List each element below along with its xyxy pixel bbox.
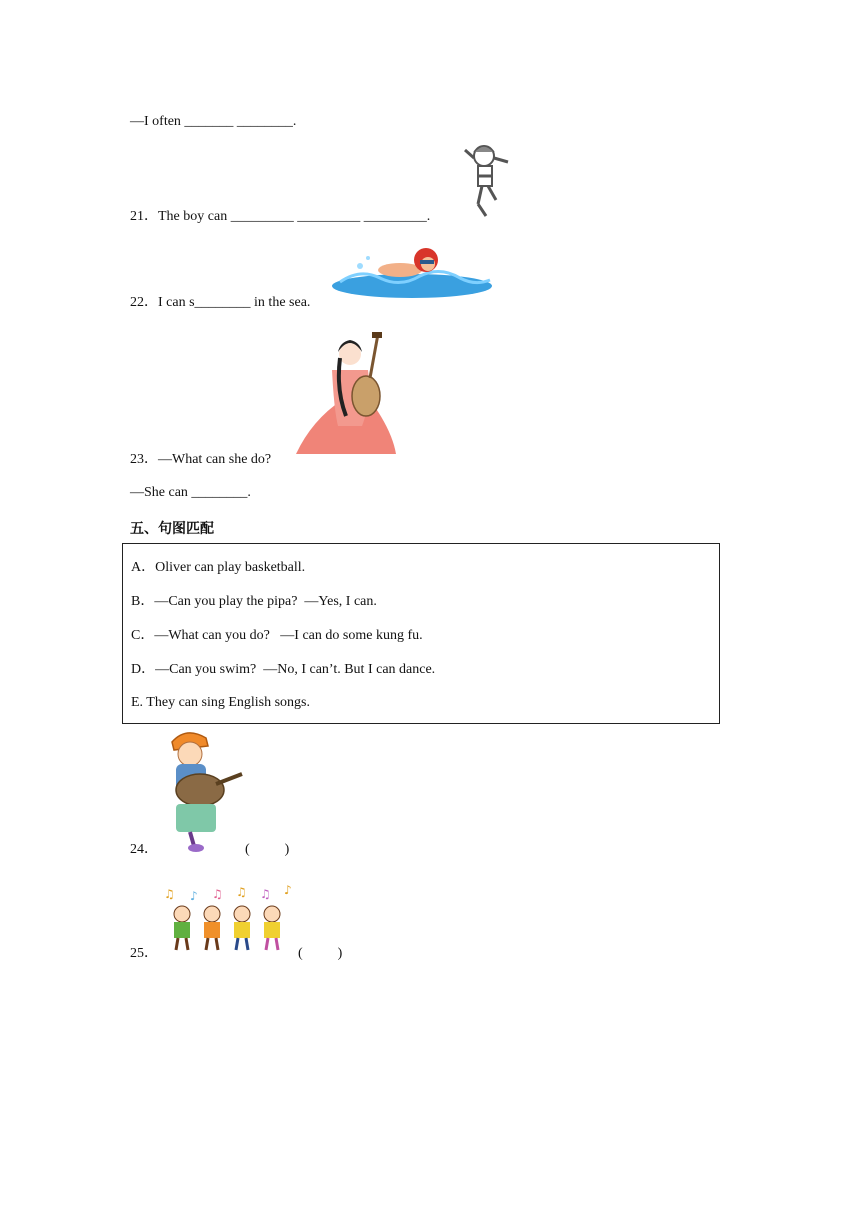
swimmer-icon bbox=[330, 238, 492, 302]
q24-answer-paren[interactable]: ( ) bbox=[245, 842, 290, 857]
guitar-player-icon bbox=[164, 728, 244, 854]
q25-number: 25． bbox=[130, 946, 158, 961]
svg-text:♪: ♪ bbox=[190, 889, 198, 903]
option-b: B．—Can you play the pipa? —Yes, I can. bbox=[131, 594, 377, 609]
q25-answer-paren[interactable]: ( ) bbox=[298, 946, 343, 961]
option-e: E. They can sing English songs. bbox=[131, 695, 311, 710]
svg-text:♫: ♫ bbox=[164, 887, 175, 901]
q23-question-line: 23．—What can she do? bbox=[130, 452, 272, 467]
option-d: D．—Can you swim? —No, I can’t. But I can dance. bbox=[131, 662, 436, 677]
q20-answer-line: —I often _______ ________. bbox=[130, 114, 297, 129]
svg-text:♫: ♫ bbox=[212, 887, 223, 901]
svg-text:♫: ♫ bbox=[260, 887, 271, 901]
options-box bbox=[122, 543, 720, 724]
q23-answer-line: —She can ________. bbox=[130, 485, 251, 500]
svg-text:♪: ♪ bbox=[284, 884, 292, 897]
kung-fu-boy-icon bbox=[460, 140, 516, 220]
option-c: C．—What can you do? —I can do some kung fu. bbox=[131, 628, 423, 643]
singing-children-icon bbox=[160, 884, 296, 954]
pipa-girl-icon bbox=[292, 330, 400, 462]
section-title: 五、句图匹配 bbox=[130, 521, 214, 537]
q24-number: 24． bbox=[130, 842, 158, 857]
q21-line: 21．The boy can _________ _________ _________. bbox=[130, 209, 431, 224]
svg-text:♫: ♫ bbox=[236, 885, 247, 899]
q22-line: 22．I can s________ in the sea. bbox=[130, 295, 311, 310]
option-a: A．Oliver can play basketball. bbox=[131, 560, 306, 575]
